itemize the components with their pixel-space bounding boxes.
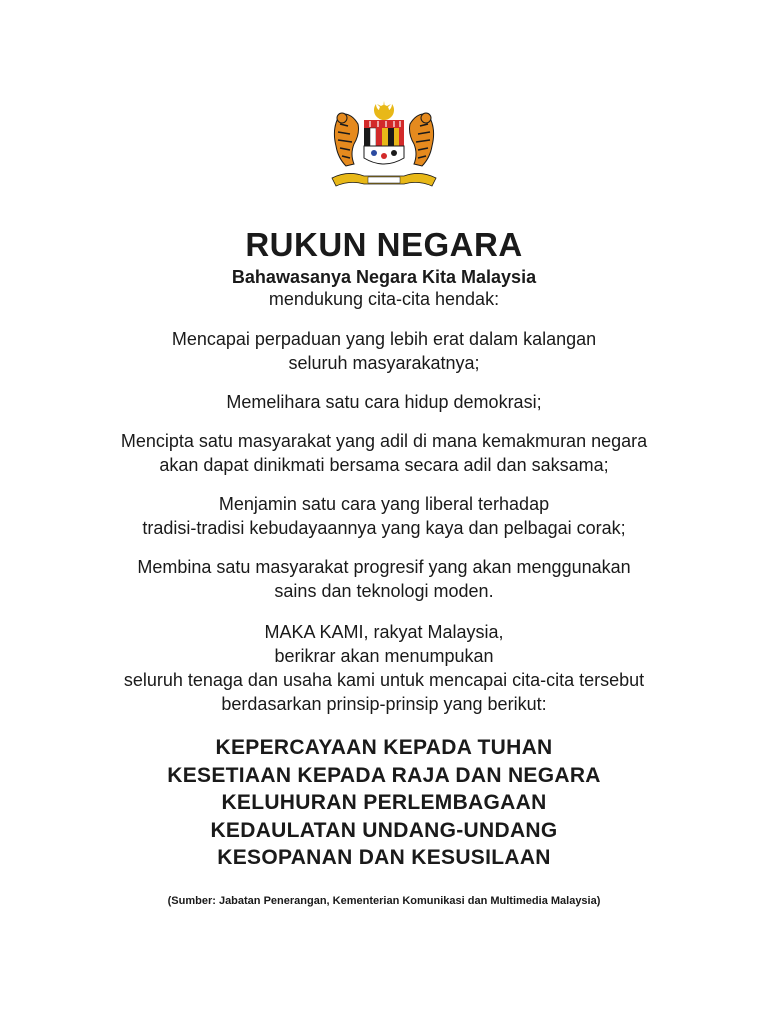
aim-line: Menjamin satu cara yang liberal terhadap <box>218 494 550 514</box>
aim-item <box>0 327 768 375</box>
aim-line: akan dapat dinikmati bersama secara adil dan saksama; <box>159 455 609 475</box>
aims-list <box>0 327 768 618</box>
source-citation: (Sumber: Jabatan Penerangan, Kementerian Komunikasi dan Multimedia Malaysia) <box>167 895 601 907</box>
aim-line: Mencapai perpaduan yang lebih erat dalam kalangan <box>171 329 597 349</box>
aim-line: Membina satu masyarakat progresif yang akan menggunakan <box>137 557 631 577</box>
coat-of-arms-icon <box>328 100 440 196</box>
aim-line: Memelihara satu cara hidup demokrasi; <box>226 392 542 412</box>
intro <box>0 266 768 310</box>
aim-item <box>0 390 768 414</box>
page-title: RUKUN NEGARA <box>245 226 523 263</box>
aim-item <box>0 429 768 477</box>
aim-item <box>0 492 768 540</box>
principle-loyalty: KESETIAAN KEPADA RAJA DAN NEGARA <box>167 763 601 787</box>
principle-belief-in-god: KEPERCAYAAN KEPADA TUHAN <box>215 736 553 759</box>
intro-heading: Bahawasanya Negara Kita Malaysia <box>231 267 537 287</box>
intro-subheading: mendukung cita-cita hendak: <box>268 289 500 309</box>
aim-line: tradisi-tradisi kebudayaannya yang kaya dan pelbagai corak; <box>142 518 626 538</box>
principle-rule-of-law: KEDAULATAN UNDANG-UNDANG <box>210 818 558 842</box>
pledge <box>0 620 768 716</box>
pledge-line: berikrar akan menumpukan <box>274 646 494 666</box>
aim-item <box>0 555 768 603</box>
principles-list <box>0 734 768 872</box>
pledge-line: MAKA KAMI, rakyat Malaysia, <box>264 622 504 642</box>
aim-line: seluruh masyarakatnya; <box>288 353 480 373</box>
principle-courtesy: KESOPANAN DAN KESUSILAAN <box>217 846 551 869</box>
aim-line: sains dan teknologi moden. <box>274 581 494 601</box>
pledge-line: berdasarkan prinsip-prinsip yang berikut: <box>221 694 547 714</box>
principle-constitution: KELUHURAN PERLEMBAGAAN <box>221 791 547 814</box>
aim-line: Mencipta satu masyarakat yang adil di mana kemakmuran negara <box>120 431 648 451</box>
pledge-line: seluruh tenaga dan usaha kami untuk mencapai cita-cita tersebut <box>123 670 645 690</box>
